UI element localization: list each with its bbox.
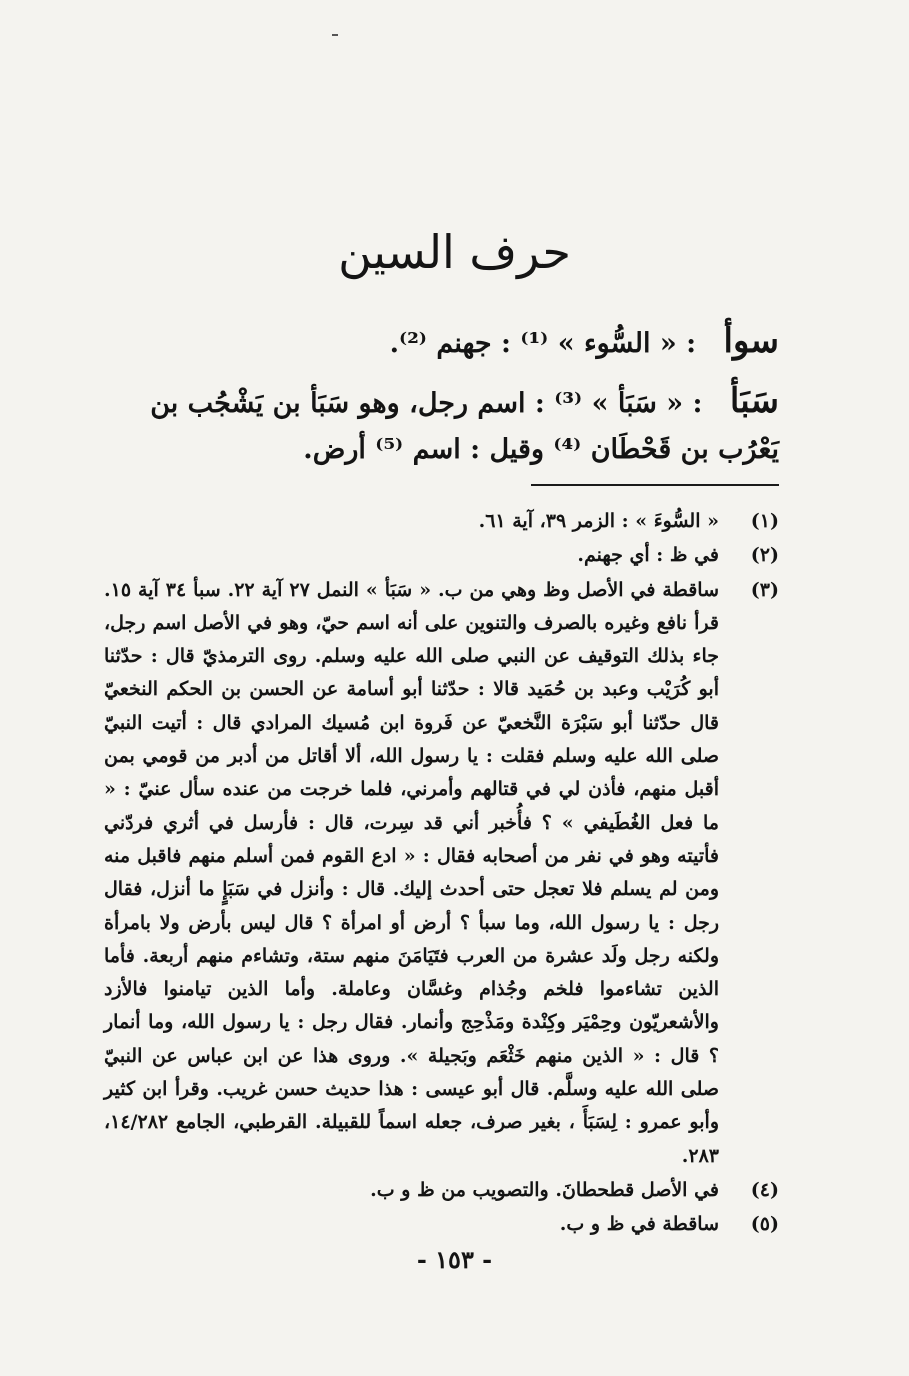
footnote-text: « السُّوءَ » : الزمر ٣٩، آية ٦١. — [478, 510, 719, 532]
ink-speck — [332, 34, 338, 36]
footnote-text: ساقطة في الأصل وظ وهي من ب. « سَبَأ » النمل ٢٧ آية ٢٢. سبأ ٣٤ آية ١٥. قرأ نافع وغيره بالصرف والتنوين على أنه اسم حيّ، وهو في الأصل اسم رجل، جاء بذلك التوقيف عن النبي صلى الله عليه وسلم. روى الترمذيّ قال : حدّثنا أبو كُرَيْب وعبد بن حُمَيد قالا : حدّثنا أبو أسامة عن الحسن بن الحكم النخعيّ قال حدّثنا أبو سَبْرَة النَّخعيّ عن فَروة ابن مُسيك المرادي قال : أتيت النبيّ صلى الله عليه وسلم فقلت : يا رسول الله، ألا أقاتل من أدبر من قومي بمن أقبل منهم، فأذن لي في قتالهم وأمرني، فلما خرجت من عنده سأل عنيّ : « ما فعل الغُطَيفي » ؟ فأُخبر أني قد سِرت، قال : فأرسل في أثري فردّني فأتيته وهو في نفر من أصحابه فقال : « ادع القوم فمن أسلم منهم فاقبل منه ومن لم يسلم فلا تعجل حتى أحدث إليك. قال : وأنزل في سَبَإٍ ما أنزل، فقال رجل : يا رسول الله، وما سبأ ؟ أرض أو امرأة ؟ قال ليس بأرض ولا بامرأة ولكنه رجل ولَد عشرة من العرب فتَيَامَنَ منهم ستة، وتشاءم منهم أربعة. فأما الذين تشاءموا فلخم وجُذام وغسَّان وعاملة. وأما الذين تيامنوا فالأزد والأشعريّون وحِمْيَر وكِنْدة ومَذْحِج وأنمار. فقال رجل : يا رسول الله، وما أنمار ؟ قال : « الذين منهم خَثْعَم وبَجيلة ». وروى هذا عن ابن عباس عن النبيّ صلى الله عليه وسلَّم. قال أبو عيسى : هذا حديث حسن غريب. وقرأ ابن كثير وأبو عمرو : لِسَبَأَ ، بغير صرف، جعله اسماً للقبيلة. القرطبي، الجامع ١٤/٢٨٢، ٢٨٣. — [104, 578, 719, 1167]
footnote — [104, 574, 779, 1173]
entry-definition: : « سَبَأ » ⁽³⁾ : اسم رجل، وهو سَبَأ بن يَشْجُب بن يَعْرُب بن قَحْطَان ⁽⁴⁾ وقيل : اسم ⁽⁵⁾ أرض. — [150, 388, 779, 465]
footnote-number: (٥) — [750, 1213, 779, 1236]
footnote-number: (٣) — [750, 578, 779, 601]
entry-definition: : « السُّوء » ⁽¹⁾ : جهنم ⁽²⁾. — [389, 328, 697, 359]
footnote-text: في ظ : أي جهنم. — [577, 544, 719, 567]
footnote-separator — [531, 484, 779, 486]
entry-headword: سوأ — [723, 321, 779, 361]
chapter-heading: حرف السين — [338, 225, 571, 279]
page-number: - ١٥٣ - — [416, 1245, 493, 1274]
footnote — [104, 1208, 779, 1241]
footnote-number: (٢) — [750, 544, 779, 567]
footnote — [104, 539, 779, 572]
footnote-text: في الأصل قطحطانَ. والتصويب من ظ و ب. — [370, 1178, 719, 1201]
dictionary-entry — [100, 318, 779, 367]
dictionary-entry — [100, 378, 779, 473]
footnote — [104, 505, 779, 538]
footnote-text: ساقطة في ظ و ب. — [559, 1213, 719, 1236]
footnote — [104, 1174, 779, 1207]
footnote-number: (٤) — [750, 1178, 779, 1201]
footnotes — [104, 505, 779, 1243]
entry-headword: سَبَأ — [729, 381, 779, 421]
footnote-number: (١) — [750, 510, 779, 532]
